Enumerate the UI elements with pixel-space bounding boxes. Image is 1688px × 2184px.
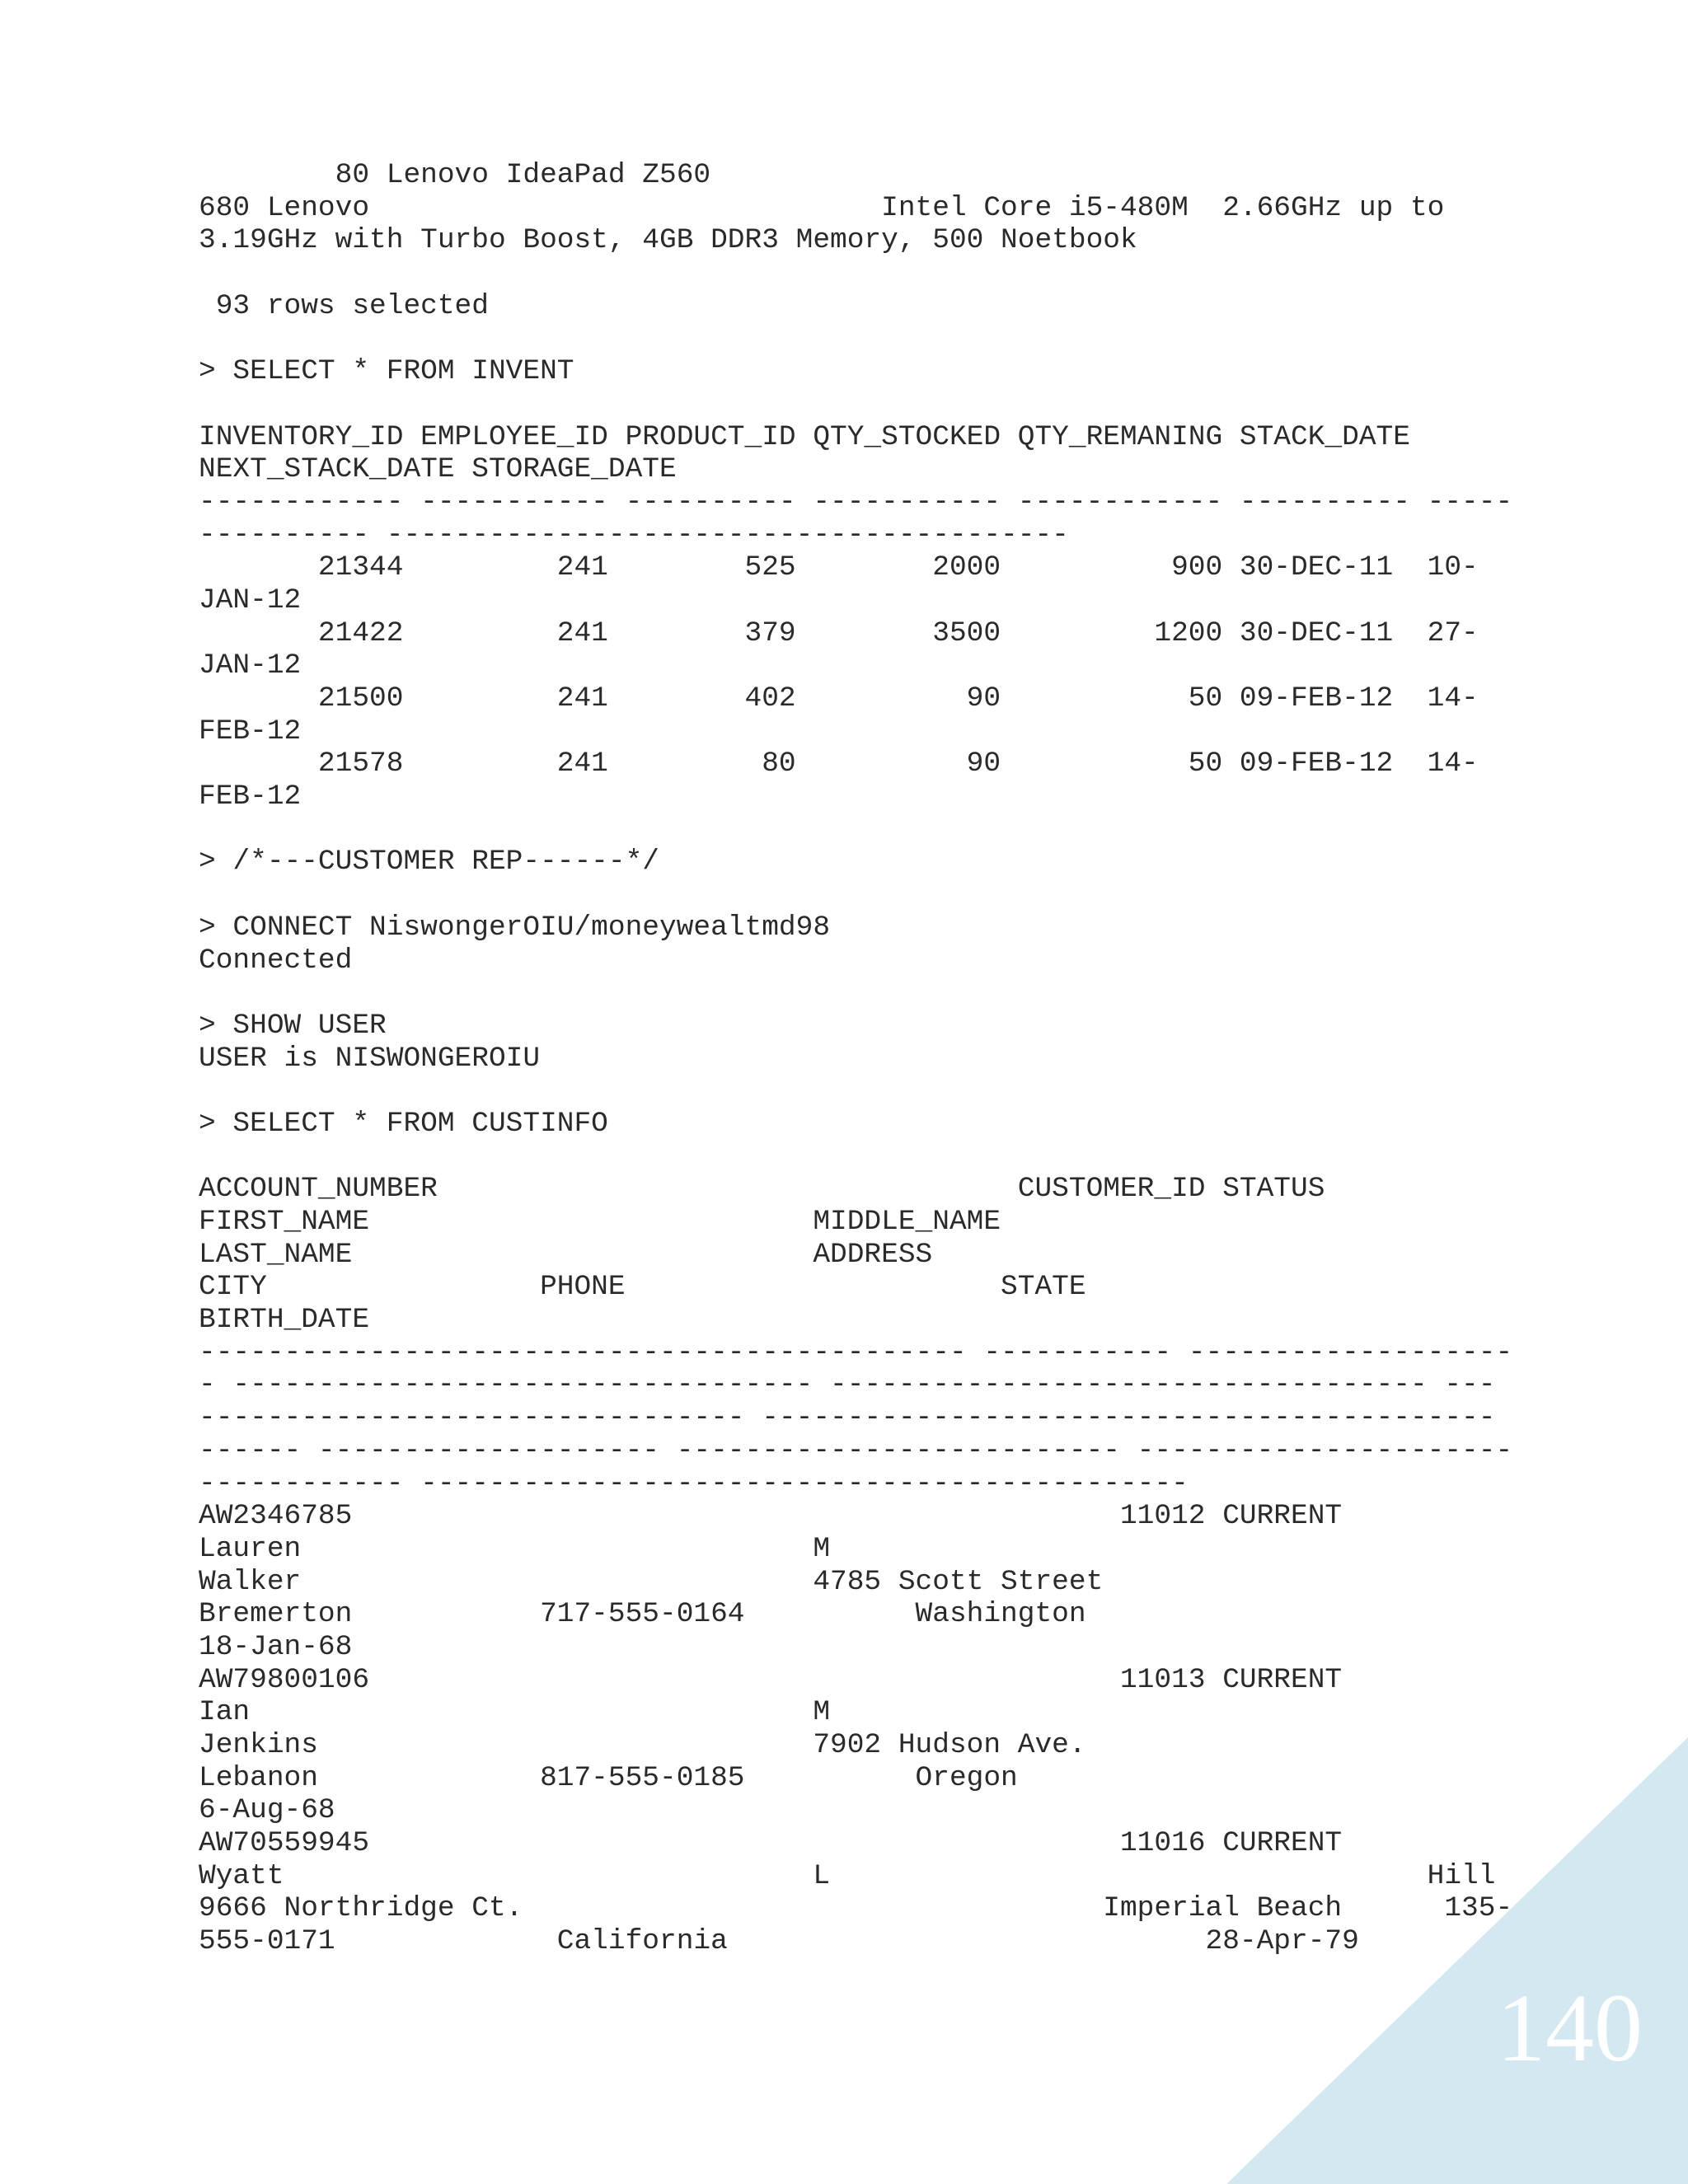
console-line: > CONNECT NiswongerOIU/moneywealtmd98 [199, 911, 831, 944]
console-line [199, 322, 1550, 355]
console-line [199, 879, 1550, 912]
console-line: JAN-12 [199, 649, 302, 682]
console-line: 21344 241 525 2000 900 30-DEC-11 10- [199, 551, 1479, 584]
console-line: JAN-12 [199, 583, 302, 616]
console-line: 93 rows selected [199, 289, 489, 322]
console-line: ACCOUNT_NUMBER CUSTOMER_ID STATUS [199, 1173, 1325, 1206]
console-line: CITY PHONE STATE [199, 1271, 1086, 1304]
console-line: ---------- ---------------------------------------- [199, 518, 1069, 551]
console-line: FIRST_NAME MIDDLE_NAME [199, 1206, 1001, 1238]
sql-console-output [199, 159, 1550, 1958]
console-line: > /*---CUSTOMER REP------*/ [199, 846, 659, 879]
console-line: 18-Jan-68 [199, 1630, 353, 1663]
console-line: -------------------------------- ------------------------------------------- [199, 1402, 1496, 1435]
console-line: 555-0171 California 28-Apr-79 [199, 1925, 1359, 1958]
console-line: - ---------------------------------- ----------------------------------- --- [199, 1369, 1496, 1402]
console-line: AW79800106 11013 CURRENT [199, 1663, 1343, 1696]
console-line: > SELECT * FROM INVENT [199, 355, 574, 388]
console-line: 80 Lenovo IdeaPad Z560 [199, 159, 711, 191]
console-line: AW70559945 11016 CURRENT [199, 1827, 1343, 1860]
console-line: --------------------------------------------- ----------- ------------------- [199, 1336, 1513, 1369]
console-line [199, 257, 1550, 290]
console-line: 9666 Northridge Ct. Imperial Beach 135- [199, 1892, 1513, 1925]
console-line: USER is NISWONGEROIU [199, 1042, 541, 1075]
console-line [199, 388, 1550, 421]
console-line: 21422 241 379 3500 1200 30-DEC-11 27- [199, 616, 1479, 649]
console-line: LAST_NAME ADDRESS [199, 1238, 933, 1271]
console-line: ------------ ----------- ---------- ----------- ------------ ---------- ----- [199, 485, 1513, 518]
console-line: INVENTORY_ID EMPLOYEE_ID PRODUCT_ID QTY_STOCKED QTY_REMANING STACK_DATE [199, 420, 1410, 453]
page-number: 140 [1497, 1974, 1643, 2082]
console-line: 6-Aug-68 [199, 1794, 335, 1827]
console-line [199, 1141, 1550, 1174]
console-line: 680 Lenovo Intel Core i5-480M 2.66GHz up to [199, 191, 1445, 224]
console-line: FEB-12 [199, 780, 302, 813]
console-line: > SHOW USER [199, 1009, 387, 1042]
console-line: ------------ --------------------------------------------- [199, 1467, 1189, 1500]
console-line [199, 813, 1550, 846]
console-line: Ian M [199, 1696, 831, 1729]
console-line [199, 1075, 1550, 1108]
console-line: Walker 4785 Scott Street [199, 1565, 1104, 1598]
console-line: Lebanon 817-555-0185 Oregon [199, 1761, 1018, 1794]
console-line: ------ -------------------- -------------------------- ---------------------- [199, 1434, 1513, 1467]
console-line: AW2346785 11012 CURRENT [199, 1500, 1343, 1533]
console-line: NEXT_STACK_DATE STORAGE_DATE [199, 453, 677, 486]
console-line: Bremerton 717-555-0164 Washington [199, 1598, 1086, 1631]
console-line: 21578 241 80 90 50 09-FEB-12 14- [199, 748, 1479, 780]
console-line: Lauren M [199, 1532, 831, 1565]
console-line: > SELECT * FROM CUSTINFO [199, 1107, 608, 1140]
console-line: BIRTH_DATE [199, 1304, 370, 1337]
console-line: FEB-12 [199, 715, 302, 748]
console-line: Wyatt L Hill [199, 1859, 1496, 1892]
console-line: Connected [199, 944, 353, 977]
console-line: 3.19GHz with Turbo Boost, 4GB DDR3 Memory, 500 Noetbook [199, 224, 1137, 257]
console-line: 21500 241 402 90 50 09-FEB-12 14- [199, 682, 1479, 715]
console-line: Jenkins 7902 Hudson Ave. [199, 1729, 1086, 1761]
console-line [199, 977, 1550, 1010]
